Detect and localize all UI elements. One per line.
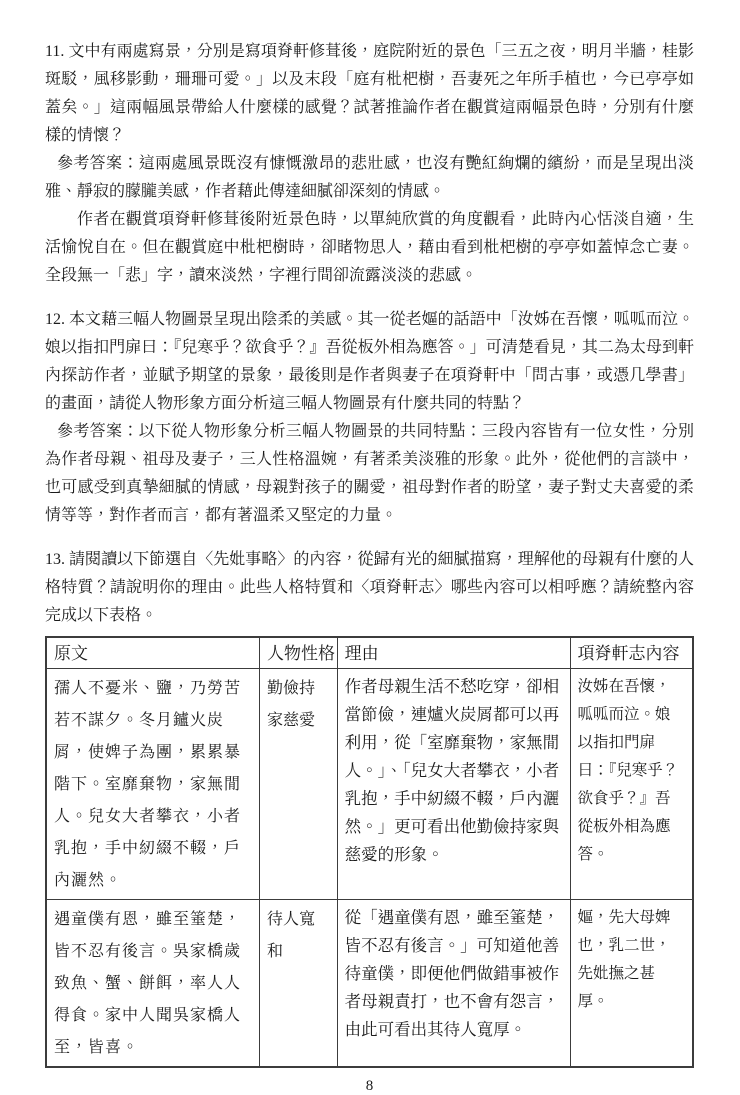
row2-related-content: 嫗，先大母婢也，乳二世，先妣撫之甚厚。 [570,900,693,1068]
question-13-number: 13. [45,551,65,568]
question-12-prompt [45,306,694,418]
row1-reason: 作者母親生活不愁吃穿，卻相當節儉，連爐火炭屑都可以再利用，從「室靡棄物，家無閒人。」、「兒女大者攀衣，小者乳抱，手中紉綴不輟，戶內灑然。」更可看出他勤儉持家與慈愛的形象。 [337,669,570,900]
section-divider [45,530,694,546]
question-13-prompt [45,546,694,630]
row1-source-text: 孺人不憂米、鹽，乃勞苦若不謀夕。冬月鑪火炭屑，使婢子為團，累累暴階下。室靡棄物，家無閒人。兒女大者攀衣，小者乳抱，手中紉綴不輟，戶內灑然。 [46,669,260,900]
table-row [46,669,693,900]
question-12 [45,306,694,530]
question-11-text: 文中有兩處寫景，分別是寫項脊軒修葺後，庭院附近的景色「三五之夜，明月半牆，桂影斑駁，風移影動，珊珊可愛。」以及末段「庭有枇杷樹，吾妻死之年所手植也，今已亭亭如蓋矣。」這兩幅風景帶給人什麼樣的感覺？試著推論作者在觀賞這兩幅景色時，分別有什麼樣的情懷？ [45,43,694,144]
question-12-number: 12. [45,311,65,328]
row2-reason: 從「遇童僕有恩，雖至箠楚，皆不忍有後言。」可知道他善待童僕，即便他們做錯事被作者母親責打，也不會有怨言，由此可看出其待人寬厚。 [337,900,570,1068]
header-personality: 人物性格 [260,637,338,669]
table-header-row [46,637,693,669]
question-11-prompt [45,38,694,150]
comparison-table [45,636,694,1068]
question-12-answer-p1: 參考答案：以下從人物形象分析三幅人物圖景的共同特點：三段內容皆有一位女性，分別為作者母親、祖母及妻子，三人性格溫婉，有著柔美淡雅的形象。此外，從他們的言談中，也可感受到真摯細膩的情感，母親對孩子的關愛，祖母對作者的盼望，妻子對丈夫喜愛的柔情等等，對作者而言，都有著溫柔又堅定的力量。 [45,423,694,524]
question-13-text: 請閱讀以下節選自〈先妣事略〉的內容，從歸有光的細膩描寫，理解他的母親有什麼的人格特質？請說明你的理由。此些人格特質和〈項脊軒志〉哪些內容可以相呼應？請統整內容完成以下表格。 [45,551,694,624]
row1-personality: 勤儉持家慈愛 [260,669,338,900]
row1-related-content: 汝姊在吾懷，呱呱而泣。娘以指扣門扉曰：『兒寒乎？欲食乎？』吾從板外相為應答。 [570,669,693,900]
table-row [46,900,693,1068]
header-source-text: 原文 [46,637,260,669]
question-11 [45,38,694,290]
header-related-content: 項脊軒志內容 [570,637,693,669]
question-11-number: 11. [45,43,65,60]
header-reason: 理由 [337,637,570,669]
question-12-text: 本文藉三幅人物圖景呈現出陰柔的美感。其一從老嫗的話語中「汝姊在吾懷，呱呱而泣。娘以指扣門扉曰：『兒寒乎？欲食乎？』吾從板外相為應答。」可清楚看見，其二為太母到軒內探訪作者，並賦予期望的景象，最後則是作者與妻子在項脊軒中「問古事，或憑几學書」的畫面，請從人物形象方面分析這三幅人物圖景有什麼共同的特點？ [45,311,694,412]
row2-personality: 待人寬和 [260,900,338,1068]
question-11-answer-p2: 作者在觀賞項脊軒修葺後附近景色時，以單純欣賞的角度觀看，此時內心恬淡自適，生活愉悅自在。但在觀賞庭中枇杷樹時，卻睹物思人，藉由看到枇杷樹的亭亭如蓋悼念亡妻。全段無一「悲」字，讀來淡然，字裡行間卻流露淡淡的悲感。 [45,211,694,284]
section-divider [45,290,694,306]
row2-source-text: 遇童僕有恩，雖至箠楚，皆不忍有後言。吳家橋歲致魚、蟹、餅餌，率人人得食。家中人聞吳家橋人至，皆喜。 [46,900,260,1068]
page-number: 8 [365,1078,374,1094]
question-13 [45,546,694,630]
question-11-answer-p1: 參考答案：這兩處風景既沒有慷慨激昂的悲壯感，也沒有艷紅絢爛的繽紛，而是呈現出淡雅、靜寂的朦朧美感，作者藉此傳達細膩卻深刻的情感。 [45,155,694,200]
